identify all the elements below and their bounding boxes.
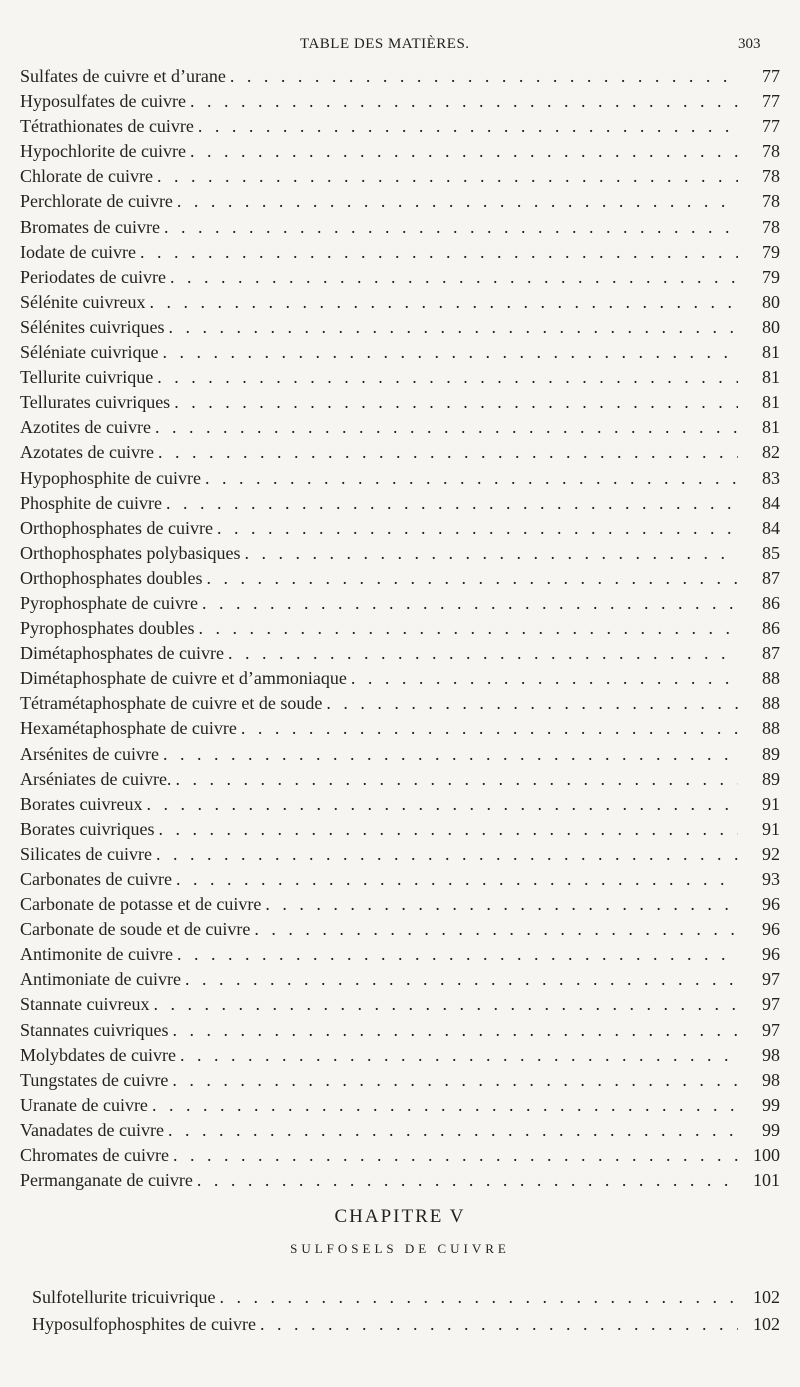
dot-leader [265, 892, 738, 917]
toc-entry-page: 92 [762, 843, 780, 864]
dot-leader [260, 1311, 738, 1338]
toc-entry [20, 415, 780, 440]
toc-entry-label: Arsénites de cuivre [20, 743, 159, 764]
toc-entry-page: 86 [762, 618, 780, 639]
dot-leader [149, 290, 738, 315]
toc-entry-page: 81 [762, 342, 780, 363]
toc-entry-page: 97 [762, 994, 780, 1015]
toc-entry [20, 466, 780, 491]
toc-entry-page: 101 [753, 1170, 780, 1191]
toc-entry-label: Carbonate de potasse et de cuivre [20, 894, 262, 915]
dot-leader [177, 942, 738, 967]
toc-entry [20, 817, 780, 842]
toc-entry-label: Arséniates de cuivre. [20, 768, 172, 789]
toc-entry-label: Chlorate de cuivre [20, 166, 153, 187]
dot-leader [173, 1143, 738, 1168]
toc-entry-page: 88 [762, 693, 780, 714]
toc-entry-label: Carbonates de cuivre [20, 869, 172, 889]
dot-leader [198, 114, 738, 139]
toc-entry-page: 79 [762, 266, 780, 287]
dot-leader [172, 1068, 738, 1093]
toc-entry-label: Tellurite cuivrique [20, 367, 154, 388]
toc-entry [20, 1018, 780, 1043]
toc-entry-label: Permanganate de cuivre [20, 1170, 193, 1191]
toc-entry [20, 742, 780, 767]
chapter-title: CHAPITRE V [334, 1206, 466, 1227]
toc-entry [20, 767, 780, 792]
toc-entry [20, 641, 780, 666]
toc-entry-label: Silicates de cuivre [20, 843, 152, 864]
toc-entry-label: Hyposulfates de cuivre [20, 91, 186, 112]
toc-entry-label: Orthophosphates de cuivre [20, 517, 213, 538]
toc-entry-label: Pyrophosphate de cuivre [20, 592, 198, 613]
toc-entry-page: 77 [762, 66, 780, 86]
toc-entry-page: 89 [762, 743, 780, 764]
toc-entry [20, 64, 780, 89]
toc-entry-page: 97 [762, 969, 780, 990]
toc-entry [20, 240, 780, 265]
toc-entry-page: 77 [762, 91, 780, 112]
toc-entry [20, 691, 780, 716]
toc-entry [20, 290, 780, 315]
toc-entry [20, 1043, 780, 1068]
toc-entry-label: Pyrophosphates doubles [20, 618, 195, 639]
toc-entry-label: Vanadates de cuivre [20, 1119, 164, 1140]
toc-entry [20, 942, 780, 967]
toc-entry [20, 390, 780, 415]
toc-entry-label: Hypochlorite de cuivre [20, 141, 186, 162]
dot-leader [177, 189, 738, 214]
dot-leader [164, 215, 738, 240]
toc-entry-label: Azotites de cuivre [20, 417, 151, 438]
toc-entry-label: Molybdates de cuivre [20, 1044, 176, 1065]
toc-entry-label: Stannate cuivreux [20, 994, 150, 1015]
toc-entry-label: Hyposulfophosphites de cuivre [32, 1314, 256, 1334]
toc-entry-page: 100 [753, 1145, 780, 1166]
dot-leader [168, 315, 738, 340]
toc-entry-page: 93 [762, 869, 780, 889]
dot-leader [163, 742, 738, 767]
toc-entry [20, 1118, 780, 1143]
toc-entry-page: 78 [762, 216, 780, 237]
dot-leader [158, 817, 738, 842]
toc-entry-label: Antimoniate de cuivre [20, 969, 181, 990]
toc-entry-page: 91 [762, 793, 780, 814]
toc-entry-label: Azotates de cuivre [20, 442, 154, 463]
dot-leader [254, 917, 738, 942]
toc-entry-page: 88 [762, 668, 780, 689]
toc-entry-page: 96 [762, 944, 780, 965]
dot-leader [176, 867, 738, 892]
dot-leader [170, 265, 738, 290]
toc-entry-label: Sélénites cuivriques [20, 316, 165, 337]
running-header [0, 36, 800, 60]
toc-entry-label: Orthophosphates doubles [20, 567, 203, 588]
toc-entry [32, 1284, 780, 1311]
chapter-table-of-contents [32, 1284, 780, 1338]
table-of-contents [20, 64, 780, 1193]
toc-entry-page: 85 [762, 542, 780, 563]
toc-entry [20, 892, 780, 917]
toc-entry-label: Iodate de cuivre [20, 241, 136, 262]
dot-leader [185, 967, 738, 992]
dot-leader [162, 340, 738, 365]
toc-entry-page: 81 [762, 392, 780, 413]
toc-entry [20, 89, 780, 114]
toc-entry [20, 215, 780, 240]
dot-leader [197, 1168, 738, 1193]
dot-leader [326, 691, 738, 716]
toc-entry-page: 98 [762, 1069, 780, 1090]
dot-leader [219, 1284, 738, 1311]
toc-entry-page: 99 [762, 1119, 780, 1140]
toc-entry-page: 84 [762, 492, 780, 513]
toc-entry [32, 1311, 780, 1338]
toc-entry [20, 967, 780, 992]
toc-entry-label: Perchlorate de cuivre [20, 191, 173, 212]
dot-leader [190, 89, 738, 114]
toc-entry-page: 78 [762, 141, 780, 162]
page-number: 303 [738, 36, 761, 52]
toc-entry-label: Dimétaphosphate de cuivre et d’ammoniaque [20, 668, 347, 689]
dot-leader [158, 440, 738, 465]
toc-entry-page: 77 [762, 116, 780, 137]
toc-entry [20, 917, 780, 942]
dot-leader [241, 716, 738, 741]
toc-entry [20, 315, 780, 340]
toc-entry-page: 96 [762, 894, 780, 915]
toc-entry [20, 666, 780, 691]
toc-entry [20, 164, 780, 189]
dot-leader [228, 641, 738, 666]
toc-entry [20, 566, 780, 591]
dot-leader [205, 466, 738, 491]
toc-entry [20, 1143, 780, 1168]
dot-leader [351, 666, 738, 691]
toc-entry [20, 616, 780, 641]
toc-entry-page: 87 [762, 643, 780, 664]
toc-entry [20, 340, 780, 365]
dot-leader [190, 139, 738, 164]
dot-leader [166, 491, 738, 516]
dot-leader [206, 566, 738, 591]
toc-entry-page: 79 [762, 241, 780, 262]
dot-leader [157, 365, 738, 390]
toc-entry-page: 96 [762, 919, 780, 940]
toc-entry-label: Stannates cuivriques [20, 1019, 169, 1040]
toc-entry [20, 867, 780, 892]
toc-entry [20, 516, 780, 541]
toc-entry-label: Tellurates cuivriques [20, 392, 171, 413]
toc-entry-label: Sulfates de cuivre et d’urane [20, 66, 226, 86]
dot-leader [146, 792, 738, 817]
toc-entry-label: Antimonite de cuivre [20, 944, 173, 965]
dot-leader [180, 1043, 738, 1068]
toc-entry [20, 842, 780, 867]
toc-entry-page: 98 [762, 1044, 780, 1065]
toc-entry-page: 88 [762, 718, 780, 739]
toc-entry-label: Bromates de cuivre [20, 216, 160, 237]
toc-entry [20, 792, 780, 817]
toc-entry [20, 265, 780, 290]
dot-leader [199, 616, 739, 641]
dot-leader [174, 390, 738, 415]
toc-entry-label: Dimétaphosphates de cuivre [20, 643, 224, 664]
toc-entry-page: 99 [762, 1094, 780, 1115]
toc-entry-page: 81 [762, 417, 780, 438]
dot-leader [155, 415, 738, 440]
toc-entry-label: Chromates de cuivre [20, 1145, 169, 1166]
toc-entry-page: 78 [762, 166, 780, 187]
toc-entry-label: Séléniate cuivrique [20, 342, 159, 363]
toc-entry-page: 82 [762, 442, 780, 463]
toc-entry-page: 102 [753, 1314, 780, 1334]
dot-leader [156, 842, 738, 867]
toc-entry-label: Sélénite cuivreux [20, 291, 146, 312]
toc-entry-page: 83 [762, 467, 780, 488]
toc-entry [20, 189, 780, 214]
toc-entry-page: 91 [762, 818, 780, 839]
toc-entry-page: 81 [762, 367, 780, 388]
toc-entry-page: 89 [762, 768, 780, 789]
toc-entry [20, 591, 780, 616]
toc-entry-label: Tungstates de cuivre [20, 1069, 169, 1090]
toc-entry [20, 491, 780, 516]
toc-entry-page: 87 [762, 567, 780, 588]
toc-entry-label: Orthophosphates polybasiques [20, 542, 241, 563]
chapter-subtitle: SULFOSELS DE CUIVRE [290, 1241, 510, 1256]
toc-entry [20, 1093, 780, 1118]
toc-entry [20, 440, 780, 465]
dot-leader [140, 240, 738, 265]
dot-leader [153, 992, 738, 1017]
toc-entry [20, 114, 780, 139]
toc-entry-label: Periodates de cuivre [20, 266, 166, 287]
toc-entry [20, 1168, 780, 1193]
toc-entry-label: Hypophosphite de cuivre [20, 467, 201, 488]
toc-entry [20, 541, 780, 566]
dot-leader [217, 516, 738, 541]
toc-entry-label: Carbonate de soude et de cuivre [20, 919, 251, 940]
toc-entry-page: 80 [762, 316, 780, 337]
toc-entry-label: Tétrathionates de cuivre [20, 116, 194, 137]
toc-entry [20, 992, 780, 1017]
toc-entry-label: Tétramétaphosphate de cuivre et de soude [20, 693, 323, 714]
toc-entry-label: Borates cuivriques [20, 818, 155, 839]
dot-leader [230, 64, 738, 89]
toc-entry-label: Hexamétaphosphate de cuivre [20, 718, 237, 739]
dot-leader [152, 1093, 738, 1118]
toc-entry-label: Sulfotellurite tricuivrique [32, 1287, 216, 1307]
toc-entry-page: 78 [762, 191, 780, 212]
header-title: TABLE DES MATIÈRES. [300, 36, 470, 52]
toc-entry-page: 97 [762, 1019, 780, 1040]
toc-entry-page: 84 [762, 517, 780, 538]
toc-entry-page: 80 [762, 291, 780, 312]
toc-entry [20, 1068, 780, 1093]
dot-leader [202, 591, 738, 616]
dot-leader [175, 767, 738, 792]
dot-leader [244, 541, 738, 566]
dot-leader [157, 164, 738, 189]
toc-entry-page: 102 [753, 1287, 780, 1307]
toc-entry-label: Borates cuivreux [20, 793, 143, 814]
toc-entry [20, 716, 780, 741]
toc-entry-page: 86 [762, 592, 780, 613]
toc-entry-label: Uranate de cuivre [20, 1094, 148, 1115]
dot-leader [168, 1118, 738, 1143]
toc-entry [20, 139, 780, 164]
toc-entry [20, 365, 780, 390]
toc-entry-label: Phosphite de cuivre [20, 492, 162, 513]
dot-leader [172, 1018, 738, 1043]
